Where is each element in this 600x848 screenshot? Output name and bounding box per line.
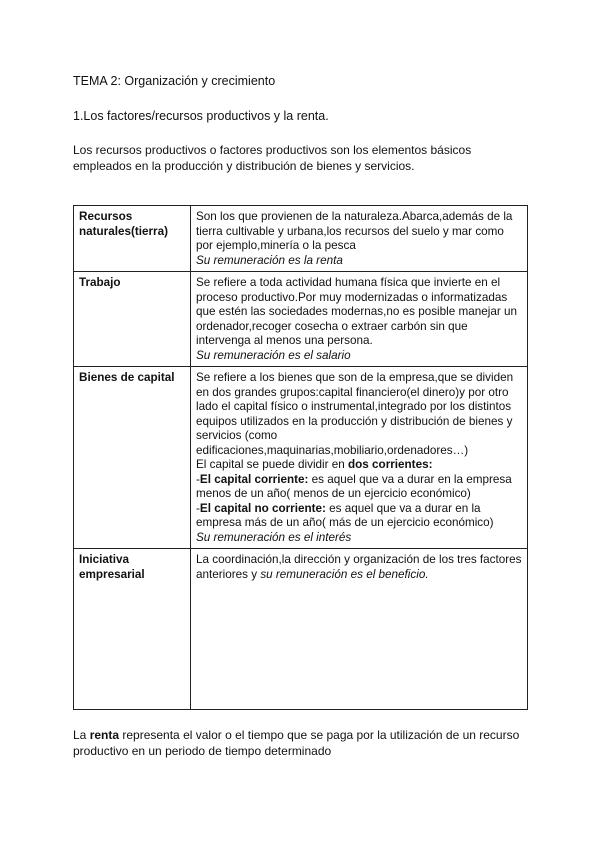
section-heading: 1.Los factores/recursos productivos y la renta.	[73, 109, 329, 123]
table-row	[74, 272, 528, 367]
row-remuneration: Su remuneración es el salario	[196, 348, 351, 362]
current-capital-label: El capital corriente:	[199, 472, 309, 486]
intro-paragraph: Los recursos productivos o factores productivos son los elementos básicos empleados en la producción y distribución de bienes y servicios.	[73, 143, 472, 173]
row-content	[191, 272, 528, 367]
row-content	[191, 367, 528, 549]
row-description: Se refiere a toda actividad humana física que invierte en el proceso productivo.Por muy modernizadas o informatizadas que estén las sociedades modernas,no es posible manejar un ordenador,recoger cosecha o extraer carbón sin que intervenga al menos una persona.	[196, 276, 517, 347]
table-row	[74, 367, 528, 549]
current-capital-prefix: -	[196, 472, 200, 486]
footer-paragraph	[73, 727, 533, 759]
row-key: Trabajo	[74, 272, 191, 367]
current-capital-text: es aquel que va a durar en la empresa menos de un año( menos de un ejercicio económico)	[196, 472, 512, 500]
row-description: Se refiere a los bienes que son de la empresa,que se dividen en dos grandes grupos:capital financiero(el dinero)y por otro lado el capital físico o instrumental,integrado por los distintos equipos utilizados en la producción y distribución de bienes y servicios (como edificaciones,maquinarias,mobiliario,ordenadores…)	[196, 371, 514, 457]
row-remuneration: Su remuneración es la renta	[196, 253, 343, 267]
row-content	[191, 206, 528, 272]
non-current-capital-text: es aquel que va a durar en la empresa más de un año( más de un ejercicio económico)	[196, 501, 494, 529]
row-key: Bienes de capital	[74, 367, 191, 549]
non-current-capital-prefix: -	[196, 501, 200, 515]
row-remuneration: su remuneración es el beneficio.	[260, 567, 429, 581]
row-key: Iniciativa empresarial	[74, 549, 191, 710]
footer-text: representa el valor o el tiempo que se paga por la utilización de un recurso productivo en un periodo de tiempo determinado	[73, 728, 520, 758]
table-row	[74, 206, 528, 272]
footer-keyword: renta	[89, 728, 120, 742]
footer-prefix: La	[73, 728, 90, 742]
row-description: Son los que provienen de la naturaleza.Abarca,además de la tierra cultivable y urbana,los recursos del suelo y mar como por ejemplo,minería o la pesca	[196, 210, 513, 252]
table-row	[74, 549, 528, 710]
row-content	[191, 549, 528, 710]
non-current-capital-label: El capital no corriente:	[199, 501, 326, 515]
row-key: Recursos naturales(tierra)	[74, 206, 191, 272]
row-description: La coordinación,la dirección y organización de los tres factores anteriores y	[196, 553, 522, 581]
capital-split-bold: dos corrientes:	[348, 458, 433, 471]
factors-table	[73, 205, 528, 710]
capital-split-intro: El capital se puede dividir en	[196, 458, 349, 471]
document-title: TEMA 2: Organización y crecimiento	[73, 74, 276, 88]
row-remuneration: Su remuneración es el interés	[196, 530, 352, 544]
